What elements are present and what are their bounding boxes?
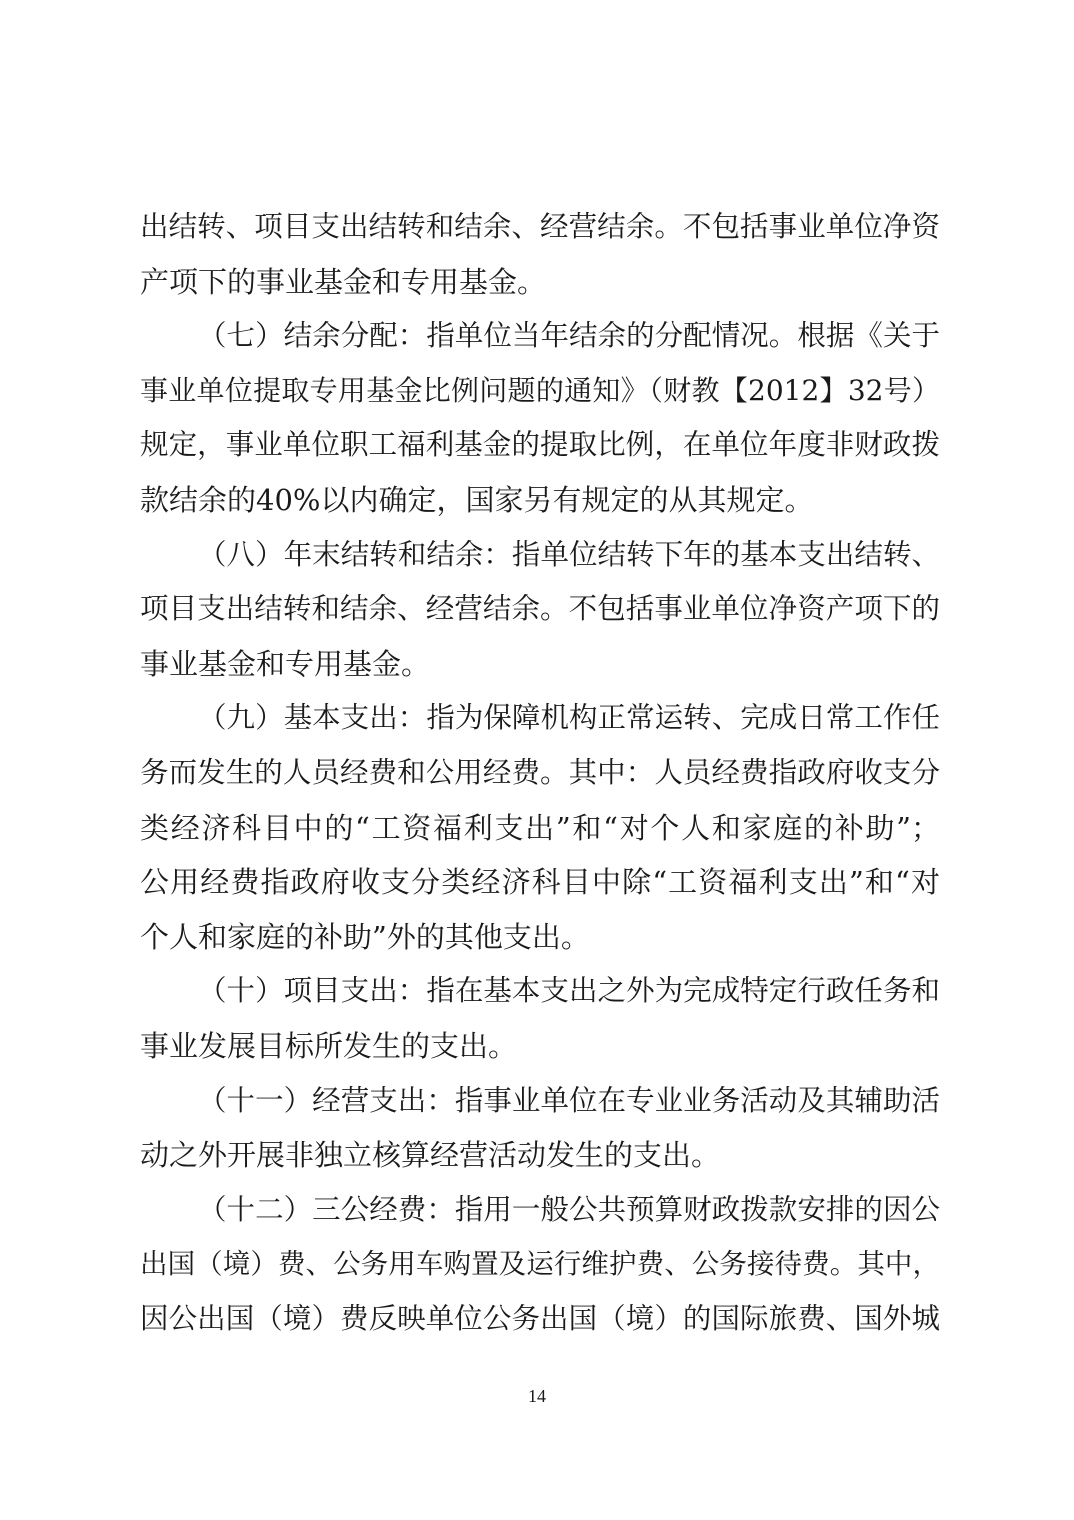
text-line: 类经济科目中的“工资福利支出”和“对个人和家庭的补助”； [140, 810, 940, 845]
text-line: 个人和家庭的补助”外的其他支出。 [140, 919, 590, 954]
text-line: （十二）三公经费：指用一般公共预算财政拨款安排的因公 [198, 1192, 940, 1226]
text-line: 出结转、项目支出结转和结余、经营结余。不包括事业单位净资 [140, 210, 940, 243]
page-number: 14 [528, 1386, 546, 1406]
text-line: 事业发展目标所发生的支出。 [140, 1028, 518, 1063]
text-line: （七）结余分配：指单位当年结余的分配情况。根据《关于 [198, 319, 940, 353]
text-line: 产项下的事业基金和专用基金。 [140, 264, 547, 299]
text-line: 务而发生的人员经费和公用经费。其中：人员经费指政府收支分 [140, 755, 940, 789]
text-line: （十一）经营支出：指事业单位在专业业务活动及其辅助活 [198, 1083, 940, 1117]
text-line: 款结余的40%以内确定，国家另有规定的从其规定。 [140, 482, 814, 517]
text-line: 动之外开展非独立核算经营活动发生的支出。 [140, 1138, 721, 1173]
text-line: （十）项目支出：指在基本支出之外为完成特定行政任务和 [198, 974, 940, 1008]
body-text [140, 200, 940, 1346]
text-line: 规定，事业单位职工福利基金的提取比例，在单位年度非财政拨 [140, 428, 940, 462]
text-line: （九）基本支出：指为保障机构正常运转、完成日常工作任 [198, 701, 940, 735]
text-line: （八）年末结转和结余：指单位结转下年的基本支出结转、 [198, 537, 940, 571]
text-line: 公用经费指政府收支分类经济科目中除“工资福利支出”和“对 [140, 865, 940, 900]
text-line: 事业基金和专用基金。 [140, 646, 431, 681]
text-line: 出国（境）费、公务用车购置及运行维护费、公务接待费。其中， [140, 1248, 940, 1281]
text-line: 事业单位提取专用基金比例问题的通知》（财教【2012】32号） [140, 373, 940, 407]
text-line: 项目支出结转和结余、经营结余。不包括事业单位净资产项下的 [140, 592, 940, 626]
text-line: 因公出国（境）费反映单位公务出国（境）的国际旅费、国外城 [140, 1301, 940, 1335]
